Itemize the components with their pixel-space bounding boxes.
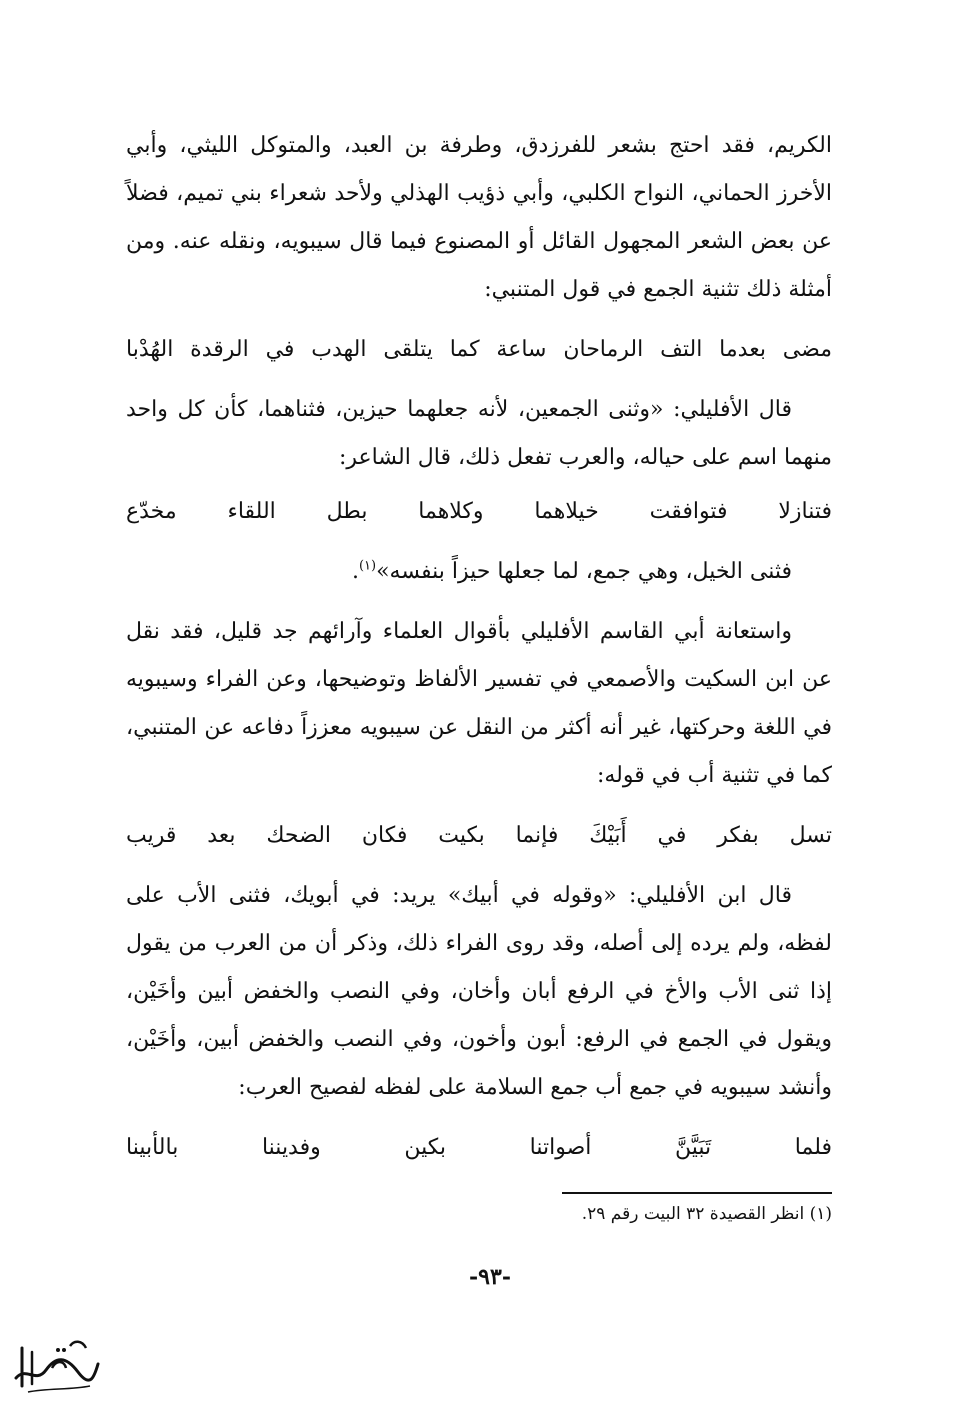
paragraph-2: قال الأفليلي: «وثنى الجمعين، لأنه جعلهما حيزين، فثناهما، كأن كل واحد منهما اسم على حياله، والعرب تفعل ذلك، قال الشاعر: (126, 397, 832, 470)
verse-3 (126, 812, 832, 860)
paragraph-4: واستعانة أبي القاسم الأفليلي بأقوال العلماء وآرائهم جد قليل، فقد نقل عن ابن السكيت والأصمعي في تفسير الألفاظ وتوضيحها، وعن الفراء وسيبويه في اللغة وحركتها، غير أنه أكثر من النقل عن سيبويه معززاً دفاعه عن المتنبي، كما في تثنية أب في قوله: (126, 619, 832, 788)
paragraph-5: قال ابن الأفليلي: «وقوله في أبيك» يريد: في أبويك، فثنى الأب على لفظه، ولم يرده إلى أصله، وقد روى الفراء ذلك، وذكر أن من العرب من يقول إذا ثنى الأب والأخ في الرفع أبان وأخان، وفي النصب والخفض أبين وأخَيْن، ويقول في الجمع في الرفع: أبون وأخون، وفي النصب والخفض أبين، وأخَيْن، وأنشد سيبويه في جمع أب جمع السلامة على لفظه لفصيح العرب: (126, 883, 832, 1100)
page-body (126, 122, 832, 1184)
paragraph-3-end: . (351, 559, 359, 584)
paragraph-3-text: فثنى الخيل، وهي جمع، لما جعلها حيزاً بنفسه» (376, 559, 792, 584)
page-number: -٩٣- (469, 1264, 511, 1290)
verse-3-text: تسل بفكر في أَبَيْكَ فإنما بكيت فكان الضحك بعد قريب (126, 823, 832, 848)
verse-1-text: مضى بعدما التف الرماحان ساعة كما يتلقى الهدب في الرقدة الهُدْبا (126, 337, 832, 362)
verse-4-text: فلما تَبَيَّنَّ أصواتنا بكين وفديننا بالأبينا (126, 1135, 832, 1160)
calligraphy-logo (8, 1326, 104, 1398)
verse-2 (126, 488, 832, 536)
paragraph-3 (126, 548, 832, 596)
paragraph-1: الكريم، فقد احتج بشعر للفرزدق، وطرفة بن العبد، والمتوكل الليثي، وأبي الأخرز الحماني، النواح الكلبي، وأبي ذؤيب الهذلي ولأحد شعراء بني تميم، فضلاً عن بعض الشعر المجهول القائل أو المصنوع فيما قال سيبويه، ونقله عنه. ومن أمثلة ذلك تثنية الجمع في قول المتنبي: (126, 133, 832, 302)
footnote: (١) انظر القصيدة ٣٢ البيت رقم ٢٩. (581, 1204, 832, 1224)
footnote-divider (562, 1192, 832, 1194)
verse-1 (126, 326, 832, 374)
verse-2-text: فتنازلا فتوافقت خيلاهما وكلاهما بطل اللقاء مخدّع (126, 499, 832, 524)
footnote-reference: (١) (358, 558, 377, 574)
verse-4 (126, 1124, 832, 1172)
